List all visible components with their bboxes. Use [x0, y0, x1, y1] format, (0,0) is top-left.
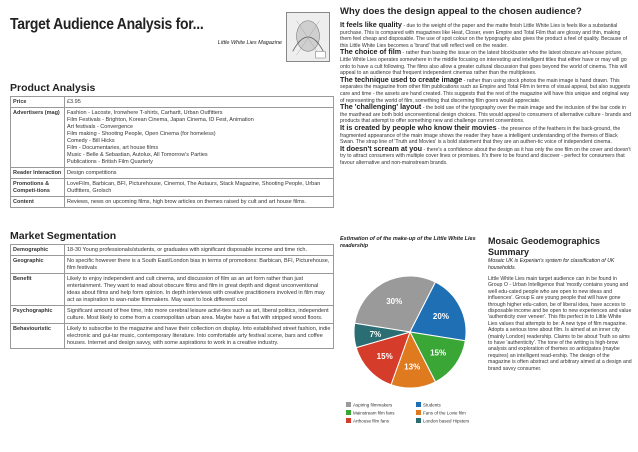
legend-swatch	[346, 410, 351, 415]
chart-title: Estimation of of the make-up of the Little White Lies readership	[340, 236, 476, 249]
table-row	[11, 97, 334, 108]
mosaic-heading: Mosaic Geodemographics Summary	[488, 236, 601, 257]
row-label: Reader Interaction	[11, 168, 65, 179]
row-label: Content	[11, 197, 65, 208]
appeal-paragraph	[340, 49, 632, 76]
legend-label: Aspiring filmmakers	[353, 402, 393, 408]
row-value: No specific however there is a South East/London bias in terms of promotions: Barbican, BFI, Picturehouse, film festivals	[65, 256, 334, 274]
mosaic-section	[488, 236, 632, 372]
paragraph-lead: It doesn't scream at you	[340, 143, 422, 153]
appeal-paragraph	[340, 22, 632, 49]
magazine-label: Little White Lies Magazine	[217, 40, 282, 46]
table-row	[11, 197, 334, 208]
row-value: £3.95	[65, 97, 334, 108]
appeal-heading: Why does the design appeal to the chosen audience?	[340, 6, 582, 17]
row-value: 18-30 Young professionals/students, or graduates with significant disposable income and time rich.	[65, 245, 334, 256]
paragraph-lead: The choice of film	[340, 47, 402, 57]
slice-label: 20%	[432, 312, 449, 322]
readership-chart	[340, 236, 485, 432]
paragraph-text: - the presence of the feathers in the back-ground, the fragmented appearance of the main image shows the reader they have a intelligent understanding of the themes of Black Swan. The strap line of 'Truth and Movies' is a bold statement that they are an authen-tic voice of independent cinema.	[340, 125, 621, 146]
paragraph-text: - rather than basing the issue on the latest blockbuster who the latest obscure art-house picture, Little White Lies operates somewhere in the middle focusing on interesting and intelligent titles that either have or may will go onto to have a cult following. The films also allow a greater cultural discussion that goes beyond the world of cinema. This will appeal to an audience that frequent independent cinemas rather than the multiplexes.	[340, 50, 627, 77]
table-row	[11, 168, 334, 179]
slice-label: 15%	[376, 351, 393, 361]
table-row	[11, 306, 334, 324]
legend-label: Fans of the Lovie film	[423, 410, 466, 416]
table-row	[11, 256, 334, 274]
legend-label: Arthouse film fans	[353, 418, 390, 424]
mosaic-body: Little White Lies main target audience can in be found in Group O - Urban Intelligence that 'mostly contains young and well edu-cated people who are open to new ideas and influences'. Group E are young people that will have gone through higher edu-cation, be of liberal idea, have access to disposable income and be open to new experiences and value 'authenticity over veneer'. This fits perfect in to Little White Lies values that attempts to be: A new type of film magazine. Adopts a serious tone about film. Is aimed at an inner city (mainly London) readership. Claims to be about Truth so aims to have 'authenticity'. The tone of the writing is high-brow analysis and exploration of themes so anticipates (maybe requires) an intelligent read-ership. The design of the magazine is often abstract and arbitrary aimed at a design and brand savvy consumer.	[488, 276, 632, 372]
paragraph-text: - due to the weight of the paper and the matte finish Little White Lies is feels like a substantial purchase. This is compared with magazines like Heat, Closer, even Empire and Total Film that are glossy and thin, making them feel cheap and disposable. The use of spot colour on the typography also gives the product a feel of quality. Because of this Little White Lies becomes a 'brand' that will reflect well on the reader.	[340, 23, 628, 49]
legend-swatch	[416, 418, 421, 423]
slice-label: 15%	[430, 348, 447, 358]
table-row	[11, 324, 334, 349]
row-label: Geographic	[11, 256, 65, 274]
appeal-paragraph	[340, 104, 632, 125]
appeal-paragraph	[340, 122, 632, 146]
legend-swatch	[346, 418, 351, 423]
appeal-paragraph	[340, 143, 632, 167]
slice-label: 13%	[404, 362, 421, 372]
row-value: Reviews, news on upcoming films, high brow articles on themes raised by cult and art house films.	[65, 197, 334, 208]
row-value: Design competitions	[65, 168, 334, 179]
table-row	[11, 108, 334, 168]
row-label: Benefit	[11, 274, 65, 306]
legend-swatch	[416, 402, 421, 407]
row-label: Promotions & Competi-tions	[11, 179, 65, 197]
row-label: Advertisers (mag)	[11, 108, 65, 168]
appeal-body	[340, 22, 632, 166]
legend-label: Mainstream film fans	[353, 410, 395, 416]
table-row	[11, 245, 334, 256]
row-label: Demographic	[11, 245, 65, 256]
paragraph-lead: The 'challenging' layout	[340, 102, 422, 112]
product-analysis-table	[10, 96, 334, 208]
paragraph-text: - the bold use of the typography over the main image and the inclusion of the bar code in the masthead are both bold unconventional design choices. This would appeal to consumers of alternative culture - brands and products that attempt to offer something new and challenge current conventions.	[340, 105, 632, 125]
row-value: LoveFilm, Barbican, BFI, Picturehouse, Cinemoi, The Autaurs, Stack Magazine, Shooting People, Urban Outfitters, Grolsch	[65, 179, 334, 197]
paragraph-lead: It is created by people who know their movies	[340, 122, 497, 132]
paragraph-lead: The technique used to create image	[340, 74, 463, 84]
pie-chart	[340, 250, 485, 432]
legend-label: Students	[423, 402, 441, 408]
slice-label: 7%	[369, 330, 382, 340]
paragraph-text: - rather than using stock photos the main image is hand drawn. This separates the magazine from other film publications such as Empire and Total Film in terms of visual appeal, but also suggests care and time - the assets are hand created. This suggests that the rest of the magazine will have this unique and original way of representing the world of film, something that discerning film goers would appreciate.	[340, 77, 631, 104]
paragraph-lead: It feels like quality	[340, 20, 402, 29]
magazine-cover-thumbnail	[286, 12, 330, 62]
legend-swatch	[416, 410, 421, 415]
legend-label: London based Hipsters	[423, 418, 470, 424]
page-title: Target Audience Analysis for...	[10, 16, 204, 33]
mosaic-subheading: Mosaic UK is Experian's system for classification of UK households.	[488, 258, 615, 271]
market-segmentation-table	[10, 244, 334, 349]
paragraph-text: - there's a confidence about the design as it has only the one film on the cover and doesn't try to attract consumers with multiple cover lines or promises. It's there to be found and discover - perfect for consumers that favour alternative and non-mainstream brands.	[340, 146, 631, 166]
row-value: Likely to enjoy independent and cult cinema, and discussion of film as an art form rather than just entertainment. They want to read about obscure films and film in great depth and digest unconventional ideas about films and help form opinion. In depth interviews with creative practitioners involved in film may act as inspiration to wan-nabe filmmakers. May want to look different/ cool	[65, 274, 334, 306]
row-label: Price	[11, 97, 65, 108]
row-label: Psychographic	[11, 306, 65, 324]
row-value: Fashion - Lacoste, Ironwhere T-shirts, Carhartt, Urban Outfitters Film Festivals - Brighton, Korean Cinema, Japan Cinema, ID Fest, Animation Art festivals - Convergence Film making - Shooting People, Open Cinema (for homeless) Comedy - Bill Hicks Film - Documentaries, art house films Music - Belle & Sebastian, Autolux, All Tomorrow's Parties Publications - British Film Quarterly	[65, 108, 334, 168]
row-value: Significant amount of free time, into more cerebral leisure activi-ties such as art, liberal politics, independent culture. Most likely to come from a cosmopolitan urban area. Maybe have a flat with stripped wood floors.	[65, 306, 334, 324]
market-segmentation-heading: Market Segmentation	[10, 230, 117, 242]
right-column	[340, 6, 632, 166]
slice-label: 30%	[386, 297, 403, 307]
table-row	[11, 179, 334, 197]
table-row	[11, 274, 334, 306]
row-value: Likely to subscribe to the magazine and have their collection on display. Into established street fashion, indie electronic and gui-tar music, contemporary literature. Into comfortable arty festival scene, bars and coffee houses. Internet and design savvy, with some aspirations to work in a creative industry.	[65, 324, 334, 349]
legend-swatch	[346, 402, 351, 407]
appeal-paragraph	[340, 74, 632, 104]
row-label: Behaviouristic	[11, 324, 65, 349]
product-analysis-heading: Product Analysis	[10, 82, 96, 94]
